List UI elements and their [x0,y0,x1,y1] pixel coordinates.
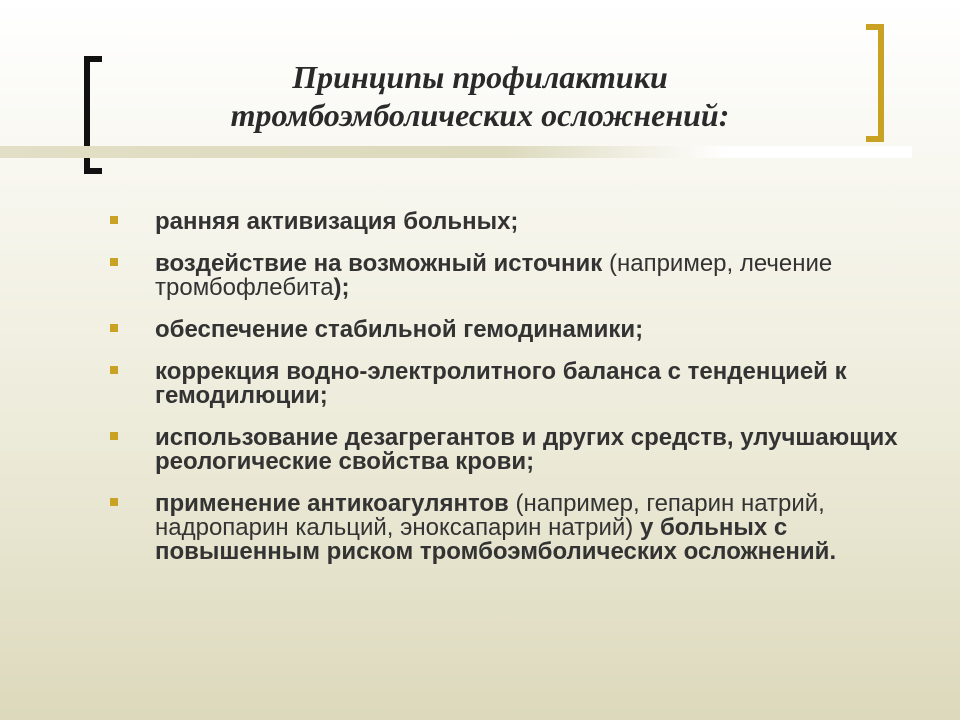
bullet-text-bold: ); [333,274,350,301]
bullet-text-bold: применение антикоагулянтов [155,490,509,517]
slide-title-line-1: Принципы профилактики [292,59,668,95]
bullet-text-bold: воздействие на возможный источник [155,250,603,277]
bullet-item [110,252,910,300]
bullet-item [110,318,910,342]
square-bullet-icon [110,216,118,224]
title-underline-bar [0,146,912,158]
bullet-item [110,360,910,408]
bullet-item [110,426,910,474]
square-bullet-icon [110,258,118,266]
square-bullet-icon [110,366,118,374]
square-bullet-icon [110,324,118,332]
slide-title-line-2: тромбоэмболических осложнений: [230,97,730,133]
bullet-text: использование дезагрегантов и других средств, улучшающих реологические свойства крови; [155,424,898,475]
square-bullet-icon [110,498,118,506]
bullet-text-bold: у больных с повышенным риском тромбоэмболических осложнений. [155,514,837,565]
right-bracket-decoration [866,24,884,142]
square-bullet-icon [110,432,118,440]
bullet-text-regular: (например, гепарин натрий, надропарин кальций, эноксапарин натрий) [155,490,825,541]
bullet-item [110,210,910,234]
bullet-text-regular: (например, лечение тромбофлебита [155,250,833,301]
bullet-item [110,492,910,564]
slide-title [130,58,830,134]
bullet-text: коррекция водно-электролитного баланса с тенденцией к гемодилюции; [155,358,847,409]
bullet-list [110,210,910,582]
bullet-text: ранняя активизация больных; [155,208,519,235]
bullet-text: обеспечение стабильной гемодинамики; [155,316,644,343]
